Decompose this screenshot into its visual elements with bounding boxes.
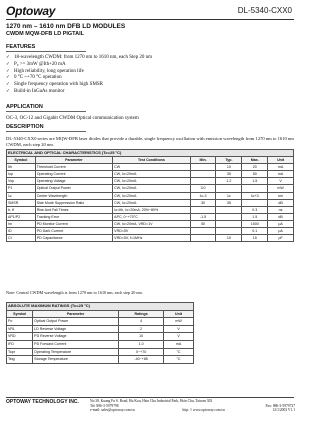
table-cell: IFD <box>7 340 33 348</box>
table-cell: Threshold Current <box>35 164 112 171</box>
table-cell <box>242 199 268 206</box>
table-cell: CW, Io=20mA <box>113 171 190 178</box>
feature-item <box>6 69 152 76</box>
table-cell: mA <box>268 171 294 178</box>
features-list <box>6 55 152 96</box>
table-cell <box>216 228 242 235</box>
table-cell: 35 <box>216 171 242 178</box>
column-header: Unit <box>268 157 294 164</box>
table-cell: PD Capacitance <box>35 235 112 242</box>
table-cell: Center Wavelength <box>35 192 112 199</box>
table-row <box>7 192 294 199</box>
table-cell: V <box>268 178 294 185</box>
table-cell: Optical Output Power <box>33 318 119 326</box>
table-row <box>7 185 294 192</box>
table-row <box>7 340 194 348</box>
feature-item <box>6 82 152 89</box>
table-cell: Iop <box>7 171 36 178</box>
table-cell: SMSR <box>7 199 36 206</box>
table-cell: dB <box>268 199 294 206</box>
table-cell: -1.5 <box>190 213 216 220</box>
table-row <box>7 206 294 213</box>
table-cell: Operating Voltage <box>35 178 112 185</box>
column-header: Parameter <box>35 157 112 164</box>
feature-text: High reliability, long operation life <box>14 68 84 74</box>
table-cell: CW <box>113 164 190 171</box>
footer-divider <box>6 397 294 398</box>
table-cell: 0~+70 <box>119 348 164 356</box>
table-cell: λc-3 <box>190 192 216 199</box>
table-cell: Vop <box>7 178 36 185</box>
table-cell: 50 <box>190 220 216 227</box>
check-icon: ✓ <box>6 68 10 74</box>
table-cell: mA <box>164 340 194 348</box>
table-cell: mW <box>268 185 294 192</box>
footer-contact <box>90 399 295 413</box>
feature-item <box>6 55 152 62</box>
table-cell: 1500 <box>242 220 268 227</box>
table-cell <box>190 178 216 185</box>
table-cell: VRD <box>7 333 33 341</box>
table-cell <box>190 171 216 178</box>
table-cell: CW, Io=20mA <box>113 199 190 206</box>
table-cell: Im <box>7 220 36 227</box>
check-icon: ✓ <box>6 82 10 88</box>
table-cell <box>216 220 242 227</box>
table-row <box>7 318 194 326</box>
table-cell: PD Reverse Voltage <box>33 333 119 341</box>
table-row <box>7 228 294 235</box>
check-icon: ✓ <box>6 61 10 67</box>
table-row <box>7 356 194 364</box>
footer-date: 12/1/2003 V1.1 <box>272 408 295 413</box>
column-header: Symbol <box>7 157 36 164</box>
table-cell: LD Reverse Voltage <box>33 325 119 333</box>
table-row <box>7 199 294 206</box>
table-cell: V <box>164 325 194 333</box>
table-cell: 1.2 <box>216 178 242 185</box>
table-cell: CW, Io=20mA <box>113 185 190 192</box>
part-number: DL-5340-CXX0 <box>237 6 292 15</box>
wavelength-note: Note: Central CWDM wavelength is from 1270 nm to 1610 nm, each step 20 nm. <box>6 290 143 295</box>
absolute-maximum-ratings-table <box>6 302 194 364</box>
table-cell: ns <box>268 206 294 213</box>
company-logo: Optoway <box>6 4 56 18</box>
table-cell <box>216 206 242 213</box>
table-cell: ΔP1/P2 <box>7 213 36 220</box>
footer-company: OPTOWAY TECHNOLOGY INC. <box>6 399 79 405</box>
feature-text: 18-wavelength CWDM: from 1270 nm to 1610 nm, each Step 20 nm <box>14 55 153 60</box>
table-cell: 15 <box>242 235 268 242</box>
table-cell: 10 <box>216 164 242 171</box>
table-cell: V <box>164 333 194 341</box>
table-cell: Ith <box>7 164 36 171</box>
table-cell <box>190 164 216 171</box>
table-row <box>7 213 294 220</box>
table-cell: 2 <box>119 325 164 333</box>
table-cell: Io=Ith, Io=20mA, 20%~80% <box>113 206 190 213</box>
table-cell: tr, tf <box>7 206 36 213</box>
electrical-characteristics-table <box>6 149 294 242</box>
table-cell: λc+3 <box>242 192 268 199</box>
feature-text: Build-in InGaAs monitor <box>14 88 65 94</box>
header-divider <box>6 19 294 20</box>
table-cell: CW, Io=20mA, VRD=1V <box>113 220 190 227</box>
table-cell: μA <box>268 228 294 235</box>
product-title: 1270 nm – 1610 nm DFB LD MODULES <box>6 23 126 30</box>
description-heading: DESCRIPTION <box>6 124 44 130</box>
column-header: Typ. <box>216 157 242 164</box>
table-cell <box>242 185 268 192</box>
table-cell: PD Dark Current <box>35 228 112 235</box>
column-header: Ratings <box>119 310 164 318</box>
table-row <box>7 178 294 185</box>
table-cell: 3.0 <box>190 185 216 192</box>
table-cell: Topr <box>7 348 33 356</box>
table-cell: VRL <box>7 325 33 333</box>
product-subtitle: CWDM MQW-DFB LD PIGTAIL <box>6 31 84 37</box>
table-cell: Side Mode Suppression Ratio <box>35 199 112 206</box>
feature-item <box>6 75 152 82</box>
table-cell: Operating Temperature <box>33 348 119 356</box>
feature-item <box>6 89 152 96</box>
application-text: OC-3, OC-12 and Gigabit CWDM Optical communication system <box>6 116 139 121</box>
table-cell: 1.0 <box>119 340 164 348</box>
table-cell: 0.3 <box>242 206 268 213</box>
table-cell: ID <box>7 228 36 235</box>
table-row <box>7 348 194 356</box>
table-cell: μA <box>268 220 294 227</box>
table-cell: nm <box>268 192 294 199</box>
footer-address: No.38, Kuang Fu S. Road, Hu Kou, Hsin Chu Industrial Park, Hsin Chu, Taiwan 303 <box>90 399 213 403</box>
table-cell: APC, 0~+70°C <box>113 213 190 220</box>
table-cell: 10 <box>119 333 164 341</box>
features-divider <box>6 51 86 52</box>
table-cell: VRD=5V <box>113 228 190 235</box>
table-cell: mA <box>268 164 294 171</box>
feature-text: 0 °C ~+70 °C operation <box>14 75 62 81</box>
table-cell: °C <box>164 356 194 364</box>
table-caption: ELECTRICAL AND OPTICAL CHARACTERISTICS (Tc=25 °C) <box>7 150 294 157</box>
table-cell: Po <box>7 318 33 326</box>
table-row <box>7 164 294 171</box>
table-cell: 35 <box>216 199 242 206</box>
table-cell: pF <box>268 235 294 242</box>
table-cell: Operating Current <box>35 171 112 178</box>
table-cell <box>190 235 216 242</box>
table-cell: Storage Temperature <box>33 356 119 364</box>
application-heading: APPLICATION <box>6 104 43 110</box>
table-cell: 10 <box>216 235 242 242</box>
table-cell: 20 <box>242 164 268 171</box>
description-divider <box>6 131 86 132</box>
table-cell: dB <box>268 213 294 220</box>
check-icon: ✓ <box>6 55 10 60</box>
table-cell: Tracking Error <box>35 213 112 220</box>
table-cell: λc <box>216 192 242 199</box>
table-cell: λc <box>7 192 36 199</box>
table-row <box>7 235 294 242</box>
table-cell: mW <box>164 318 194 326</box>
table-cell <box>216 213 242 220</box>
table-row <box>7 220 294 227</box>
table-cell: Rise And Fall Times <box>35 206 112 213</box>
table-row <box>7 333 194 341</box>
column-header: Min. <box>190 157 216 164</box>
table-cell: Tstg <box>7 356 33 364</box>
description-text: DL-5340-CXX0 series are MQW-DFB laser diodes that provide a durable, single frequency oscillation with emission wavelength from 1270 nm to 1610 nm CWDM, each step 20 nm. <box>6 136 294 147</box>
table-cell: Optical Output Power <box>35 185 112 192</box>
feature-item <box>6 62 152 69</box>
table-cell: °C <box>164 348 194 356</box>
footer-web[interactable]: http: // www.optoway.com.tw <box>182 408 226 413</box>
table-cell: -40~+85 <box>119 356 164 364</box>
column-header: Parameter <box>33 310 119 318</box>
table-cell: 1.5 <box>242 178 268 185</box>
feature-text: Single frequency operation with high SMSR <box>14 82 104 88</box>
application-divider <box>6 111 86 112</box>
column-header: Unit <box>164 310 194 318</box>
table-cell: P1 <box>7 185 36 192</box>
table-cell: 4 <box>119 318 164 326</box>
table-row <box>7 325 194 333</box>
check-icon: ✓ <box>6 75 10 81</box>
column-header: Symbol <box>7 310 33 318</box>
check-icon: ✓ <box>6 88 10 94</box>
footer-fax: Fax: 886-3-5979737 <box>265 403 295 408</box>
table-cell: 50 <box>242 171 268 178</box>
footer-email[interactable]: e-mail: sales@optoway.com.tw <box>90 408 136 413</box>
column-header: Test Conditions <box>113 157 190 164</box>
table-row <box>7 171 294 178</box>
table-cell: 30 <box>190 199 216 206</box>
table-cell: PD Forward Current <box>33 340 119 348</box>
table-cell: Ct <box>7 235 36 242</box>
table-cell <box>216 185 242 192</box>
column-header: Max. <box>242 157 268 164</box>
footer-tel: Tel: 886-3-5979798 <box>90 403 119 408</box>
table-cell <box>190 206 216 213</box>
table-cell <box>190 228 216 235</box>
table-cell: VRD=5V, f=1MHz <box>113 235 190 242</box>
feature-text: P₀ >= 3mW @Ith+20 mA <box>14 61 66 67</box>
table-cell: CW, Io=20mA <box>113 192 190 199</box>
table-cell: PD Monitor Current <box>35 220 112 227</box>
table-cell: CW, Io=20mA <box>113 178 190 185</box>
features-heading: FEATURES <box>6 44 36 50</box>
table-caption: ABSOLUTE MAXIMUM RATINGS (Tc=25 °C) <box>7 303 194 311</box>
table-cell: 1.5 <box>242 213 268 220</box>
table-cell: 0.1 <box>242 228 268 235</box>
